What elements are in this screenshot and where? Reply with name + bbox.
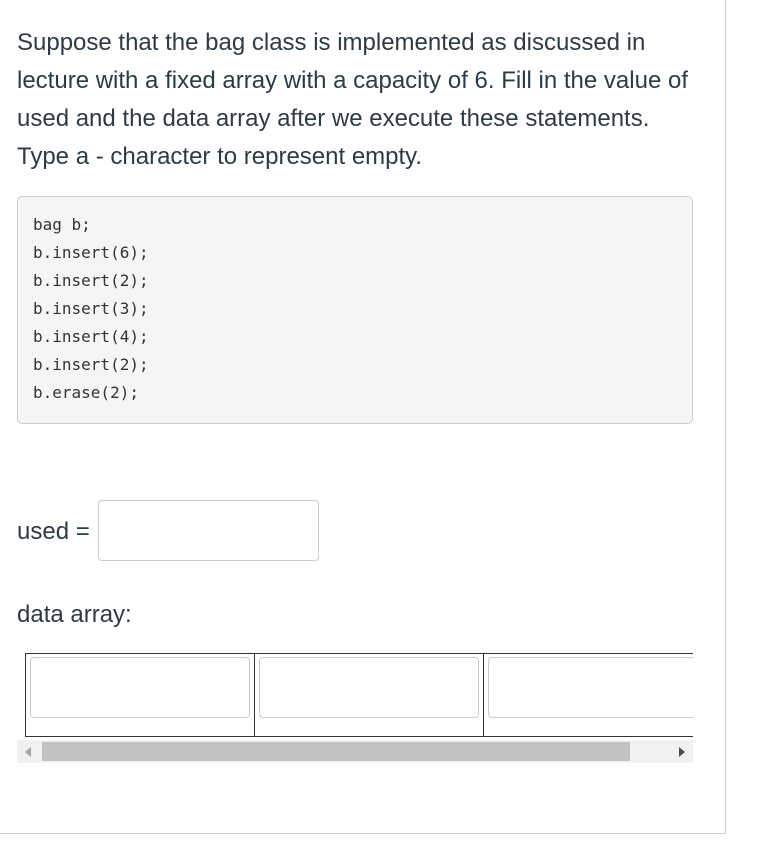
scrollbar-thumb[interactable]	[42, 742, 630, 761]
code-line: bag b;	[33, 215, 91, 234]
scroll-right-icon[interactable]	[679, 747, 685, 757]
code-block	[17, 196, 693, 424]
code-line: b.insert(2);	[33, 355, 149, 374]
data-array-scroll-container	[17, 653, 693, 763]
data-array-cell	[26, 654, 255, 737]
code-line: b.insert(4);	[33, 327, 149, 346]
used-label: used =	[17, 518, 90, 545]
scroll-left-icon[interactable]	[25, 747, 31, 757]
code-line: b.insert(3);	[33, 299, 149, 318]
horizontal-scrollbar[interactable]	[17, 740, 693, 763]
data-array-cell	[484, 654, 694, 737]
code-line: b.insert(2);	[33, 271, 149, 290]
data-array-label: data array:	[17, 601, 132, 628]
data-array-table	[25, 653, 693, 737]
used-input[interactable]	[98, 500, 319, 561]
data-array-input-2[interactable]	[488, 657, 693, 718]
data-array-input-1[interactable]	[259, 657, 479, 718]
question-text: Suppose that the bag class is implemented as discussed in lecture with a fixed array with a capacity of 6. Fill in the value of used and the data array after we execute these statements. Type a - character to represent empty.	[17, 29, 688, 170]
code-line: b.erase(2);	[33, 383, 139, 402]
data-array-row	[26, 654, 694, 737]
data-array-input-0[interactable]	[30, 657, 250, 718]
code-line: b.insert(6);	[33, 243, 149, 262]
data-array-cell	[255, 654, 484, 737]
